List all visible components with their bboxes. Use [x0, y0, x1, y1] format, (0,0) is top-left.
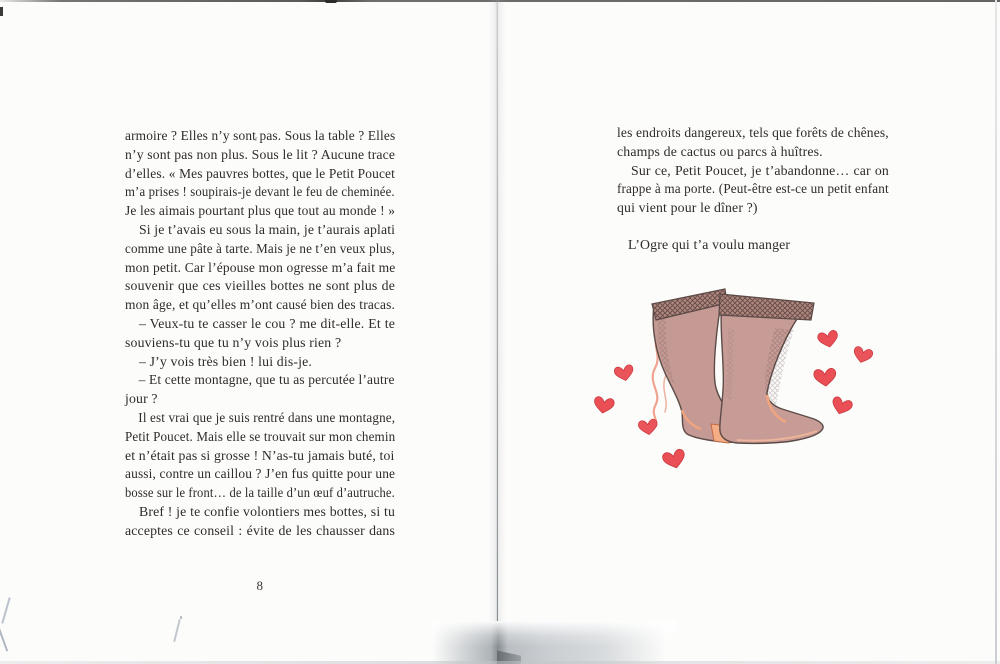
left-page-text [125, 127, 395, 541]
story-signature: L’Ogre qui t’a voulu manger [628, 237, 791, 252]
text-line: n’y sont pas non plus. Sous le lit ? Aucune trace [125, 146, 396, 162]
scan-right-edge [995, 0, 997, 664]
heart-icon [614, 364, 635, 382]
text-line: bosse sur le front… de la taille d’un œuf d’autruche. [125, 485, 395, 501]
heart-icon [830, 396, 854, 417]
scan-top-mark [325, 0, 337, 3]
heart-icon [662, 448, 688, 470]
text-line: acceptes ce conseil : évite de les chausser dans [125, 522, 395, 538]
heart-icon [817, 330, 840, 349]
page-number: 8 [256, 578, 264, 593]
scan-corner-scribble [0, 627, 8, 651]
text-line: d’elles. « Mes pauvres bottes, que le Petit Poucet [125, 165, 396, 181]
scan-bottom-shadow [432, 621, 677, 664]
text-line: Petit Poucet. Mais elle se trouvait sur mon chemin [125, 428, 396, 444]
text-line: et n’était pas si grosse ! N’as-tu jamais buté, toi [125, 447, 395, 463]
pencil-mark [173, 619, 180, 642]
scan-left-mark [0, 7, 3, 16]
text-line: mon petit. Car l’épouse mon ogresse m’a fait me [125, 259, 396, 275]
heart-icon [638, 419, 659, 436]
text-line: mon âge, et qu’elles m’ont causé bien des tracas. [125, 297, 396, 313]
text-line: Sur ce, Petit Poucet, je t’abandonne… car on [631, 162, 889, 178]
text-line: – J’y vois très bien ! lui dis-je. [139, 353, 312, 369]
text-line: champs de cactus ou parcs à huîtres. [617, 143, 823, 159]
text-line: – Et cette montagne, que tu as percutée l’autre [138, 372, 395, 388]
text-line: qui vient pour le dîner ?) [617, 200, 758, 216]
heart-icon [852, 346, 874, 365]
heart-icon [814, 368, 837, 387]
text-line: m’a prises ! soupirais-je devant le feu de cheminée. [125, 184, 395, 200]
boots-illustration [570, 258, 910, 498]
text-line: aussi, contre un caillou ? J’en fus quitte pour une [125, 466, 396, 482]
text-line: Je les aimais pourtant plus que tout au monde ! » [125, 203, 396, 219]
text-line: armoire ? Elles n’y sont pas. Sous la table ? Elles [125, 128, 396, 143]
text-line: Bref ! je te confie volontiers mes bottes, si tu [139, 503, 395, 519]
text-line: Si je t’avais eu sous la main, je t’aurais aplati [138, 221, 396, 237]
text-line: les endroits dangereux, tels que forêts de chênes, [617, 125, 889, 140]
text-line: – Veux-tu te casser le cou ? me dit-elle. Et te [139, 315, 395, 331]
book-gutter-line [497, 0, 499, 625]
text-line: jour ? [125, 391, 158, 407]
right-page-text [617, 124, 889, 218]
text-line: souvenir que ces vieilles bottes ne sont plus de [125, 278, 395, 294]
text-line: souviens-tu que tu n’y vois plus rien ? [125, 334, 342, 350]
heart-icon [593, 396, 615, 415]
text-line: frappe à ma porte. (Peut-être est-ce un petit enfant [617, 181, 889, 197]
pencil-mark-dot [180, 616, 182, 619]
text-line: Il est vrai que je suis rentré dans une montagne, [138, 409, 396, 425]
text-line: comme une pâte à tarte. Mais je ne t’en veux plus, [125, 240, 395, 256]
boot-right [711, 294, 823, 443]
scan-corner-scribble [1, 597, 10, 623]
